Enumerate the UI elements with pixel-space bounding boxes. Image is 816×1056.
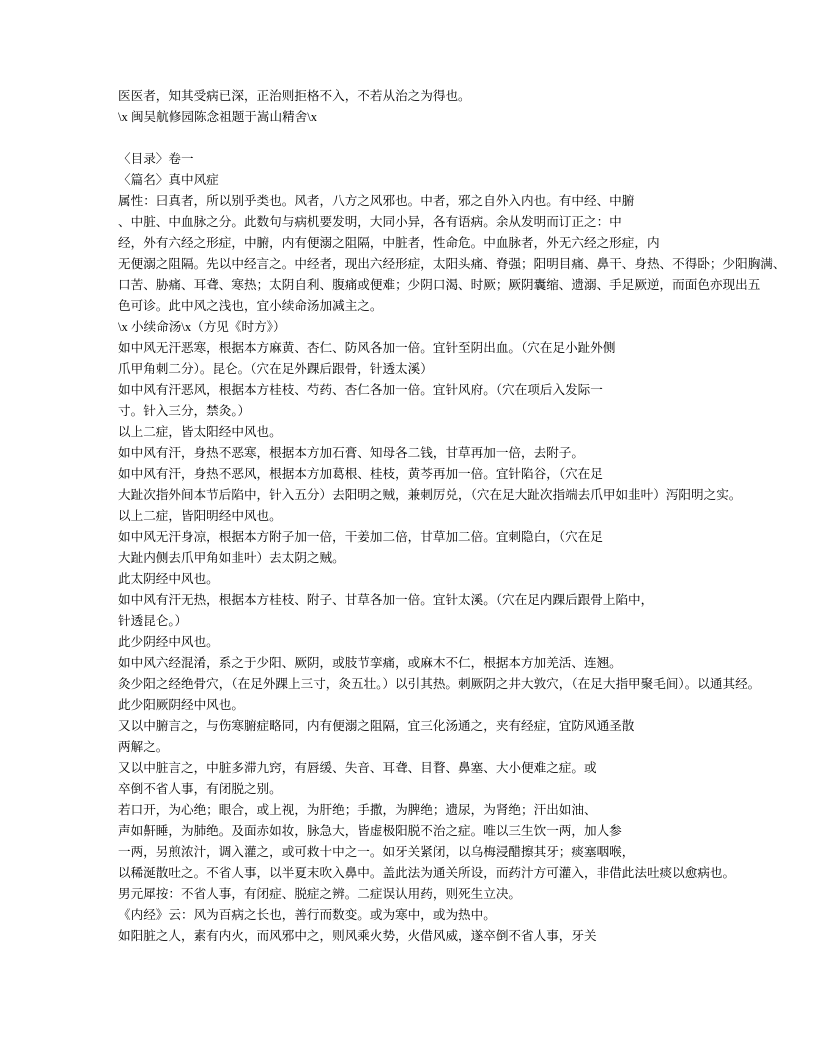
text-line: 此太阴经中风也。: [118, 572, 219, 586]
text-line: 〈篇名〉真中风症: [118, 173, 219, 187]
text-line: 色可诊。此中风之浅也，宜小续命汤加减主之。: [118, 299, 383, 313]
text-line: 爪甲角刺二分）。昆仑。（穴在足外踝后跟骨，针透太溪）: [118, 362, 433, 376]
text-line: 如阳脏之人，素有内火，而风邪中之，则风乘火势，火借风威，遂卒倒不省人事，牙关: [118, 929, 597, 943]
text-line: 属性：曰真者，所以别乎类也。风者，八方之风邪也。中者，邪之自外入内也。有中经、中腑: [118, 194, 635, 208]
text-line: 又以中腑言之，与伤寒腑症略同，内有便溺之阻隔，宜三化汤通之，夹有经症，宜防风通圣散: [118, 719, 635, 733]
text-line: 此少阳厥阴经中风也。: [118, 698, 244, 712]
text-line: 医医者，知其受病已深，正治则拒格不入，不若从治之为得也。: [118, 89, 471, 103]
text-line: 如中风无汗恶寒，根据本方麻黄、杏仁、防风各加一倍。宜针至阴出血。（穴在足小趾外侧: [118, 341, 616, 355]
text-line: \x 闽吴航修园陈念祖题于嵩山精舍\x: [118, 110, 318, 124]
text-line: 以上二症，皆阳明经中风也。: [118, 509, 282, 523]
text-line: 一两，另煎浓汁，调入灌之，或可救十中之一。如牙关紧闭，以乌梅浸醋擦其牙；痰塞咽喉，: [118, 845, 635, 859]
text-line: 此少阴经中风也。: [118, 635, 219, 649]
text-line: 声如鼾睡，为肺绝。及面赤如妆，脉急大，皆虚极阳脱不治之症。唯以三生饮一两，加人参: [118, 824, 622, 838]
text-line: 、中脏、中血脉之分。此数句与病机要发明，大同小异，各有语病。余从发明而订正之：中: [118, 215, 622, 229]
text-line: 如中风有汗，身热不恶寒，根据本方加石膏、知母各二钱，甘草再加一倍，去附子。: [118, 446, 584, 460]
text-line: 以稀涎散吐之。不省人事，以半夏末吹入鼻中。盖此法为通关所设，而药汁方可灌入，非借此法吐痰以愈病也。: [118, 866, 736, 880]
text-line: 大趾次指外间本节后陷中，针入五分）去阳明之贼，兼刺厉兑，（穴在足大趾次指端去爪甲如韭叶）泻阳明之实。: [118, 488, 742, 502]
text-line: 又以中脏言之，中脏多滞九窍，有唇缓、失音、耳聋、目瞀、鼻塞、大小便难之症。或: [118, 761, 597, 775]
text-line: 如中风无汗身凉，根据本方附子加一倍，干姜加二倍，甘草加二倍。宜刺隐白，（穴在足: [118, 530, 603, 544]
text-line: 经，外有六经之形症，中腑，内有便溺之阻隔，中脏者，性命危。中血脉者，外无六经之形症，内: [118, 236, 660, 250]
text-line: 口苦、胁痛、耳聋、寒热；太阴自利、腹痛或便难；少阴口渴、时厥；厥阴囊缩、遗溺、手足厥逆，而面色亦现出五: [118, 278, 761, 292]
text-line: 如中风有汗恶风，根据本方桂枝、芍药、杏仁各加一倍。宜针风府。（穴在项后入发际一: [118, 383, 603, 397]
text-line: 如中风有汗无热，根据本方桂枝、附子、甘草各加一倍。宜针太溪。（穴在足内踝后跟骨上陷中，: [118, 593, 654, 607]
text-line: 无便溺之阻隔。先以中经言之。中经者，现出六经形症，太阳头痛、脊强；阳明目痛、鼻干、身热、不得卧；少阳胸满、: [118, 257, 786, 271]
text-line: 如中风有汗，身热不恶风，根据本方加葛根、桂枝，黄芩再加一倍。宜针陷谷，（穴在足: [118, 467, 603, 481]
text-line: 灸少阳之经绝骨穴，（在足外踝上三寸，灸五壮。）以引其热。刺厥阴之井大敦穴，（在足大指甲聚毛间）。以通其经。: [118, 677, 761, 691]
text-line: 男元犀按：不省人事，有闭症、脱症之辨。二症误认用药，则死生立决。: [118, 887, 521, 901]
text-line: 如中风六经混淆，系之于少阳、厥阴，或肢节挛痛，或麻木不仁，根据本方加羌活、连翘。: [118, 656, 622, 670]
text-line: 寸。针入三分，禁灸。）: [118, 404, 251, 418]
text-line: 《内经》云：风为百病之长也，善行而数变。或为寒中，或为热中。: [118, 908, 496, 922]
text-line: 〈目录〉卷一: [118, 152, 194, 166]
blank-line: [118, 128, 808, 149]
text-line: \x 小续命汤\x（方见《时方》）: [118, 320, 286, 334]
text-block: [118, 86, 808, 947]
text-line: 卒倒不省人事，有闭脱之别。: [118, 782, 282, 796]
text-line: 两解之。: [118, 740, 169, 754]
text-line: 针透昆仑。）: [118, 614, 188, 628]
text-line: 以上二症，皆太阳经中风也。: [118, 425, 282, 439]
text-line: 若口开，为心绝；眼合，或上视，为肝绝；手撒，为脾绝；遗尿，为肾绝；汗出如油、: [118, 803, 597, 817]
text-line: 大趾内侧去爪甲角如韭叶）去太阴之贼。: [118, 551, 345, 565]
